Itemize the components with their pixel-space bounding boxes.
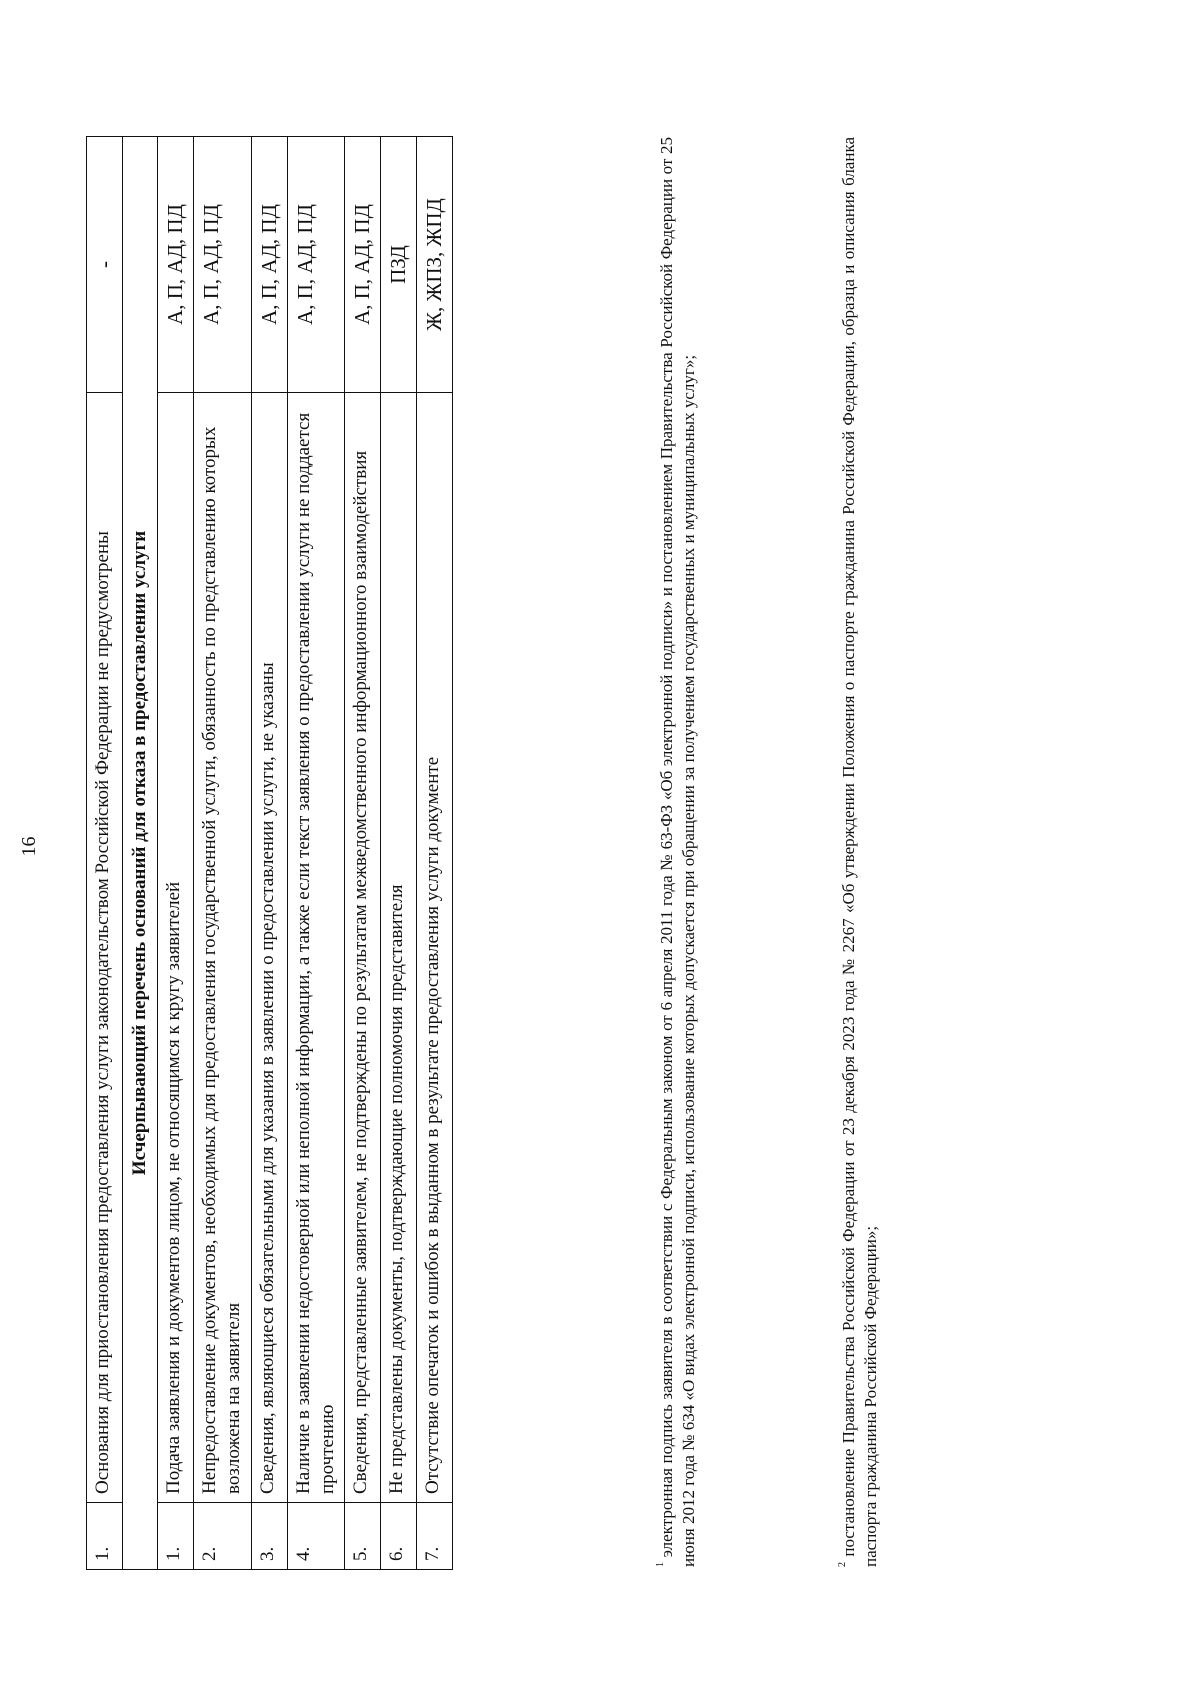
footnote-1 xyxy=(656,137,700,1567)
row-number: 4. xyxy=(287,1503,345,1570)
footnote-2 xyxy=(838,137,882,1567)
row-number: 1. xyxy=(158,1503,194,1570)
row-code: А, П, АД, ПД xyxy=(158,137,194,393)
row-text: Сведения, представленные заявителем, не подтверждены по результатам межведомственного информационного взаимодействия xyxy=(345,393,381,1503)
row-number: 7. xyxy=(416,1503,452,1570)
row-number: 5. xyxy=(345,1503,381,1570)
table-row xyxy=(158,137,194,1570)
row-text: Сведения, являющиеся обязательными для указания в заявлении о предоставлении услуги, не указаны xyxy=(251,393,287,1503)
page-number: 16 xyxy=(18,836,40,857)
row-text: Наличие в заявлении недостоверной или неполной информации, а также если текст заявления о предоставлении услуги не поддается прочтению xyxy=(287,393,345,1503)
row-code: А, П, АД, ПД xyxy=(194,137,252,393)
row-number: 1. xyxy=(87,1503,123,1570)
footnote-text: электронная подпись заявителя в соответствии с Федеральным законом от 6 апреля 2011 года № 63-ФЗ «Об электронной подписи» и постановлением Правительства Российской Федерации от 25 июня 2012 года № 634 «О видах электронной подписи, использование которых допускается при обращении за получением государственных и муниципальных услуг»; xyxy=(657,137,699,1567)
table-row xyxy=(381,137,417,1570)
row-code: А, П, АД, ПД xyxy=(251,137,287,393)
row-code: А, П, АД, ПД xyxy=(287,137,345,393)
row-code: А, П, АД, ПД xyxy=(345,137,381,393)
row-code: ПЗД xyxy=(381,137,417,393)
grounds-table xyxy=(86,136,453,1570)
row-number: 2. xyxy=(194,1503,252,1570)
row-text: Отсутствие опечаток и ошибок в выданном в результате предоставления услуги документе xyxy=(416,393,452,1503)
table-row xyxy=(345,137,381,1570)
row-text: Подача заявления и документов лицом, не относящимся к кругу заявителей xyxy=(158,393,194,1503)
row-text: Основания для приостановления предоставления услуги законодательством Российской Федерации не предусмотрены xyxy=(87,393,123,1503)
row-code: - xyxy=(87,137,123,393)
footnote-mark: 1 xyxy=(655,1562,666,1567)
row-code: Ж, ЖПЗ, ЖПД xyxy=(416,137,452,393)
row-number: 3. xyxy=(251,1503,287,1570)
footnote-mark: 2 xyxy=(837,1562,848,1567)
table-row xyxy=(416,137,452,1570)
table-row xyxy=(251,137,287,1570)
row-text: Непредоставление документов, необходимых для предоставления государственной услуги, обязанность по представлению которых возложена на заявителя xyxy=(194,393,252,1503)
table-row xyxy=(194,137,252,1570)
section-header: Исчерпывающий перечень оснований для отказа в предоставлении услуги xyxy=(122,137,157,1570)
table-row xyxy=(287,137,345,1570)
section-header-row xyxy=(122,137,157,1570)
footnote-text: постановление Правительства Российской Федерации от 23 декабря 2023 года № 2267 «Об утверждении Положения о паспорте гражданина Российской Федерации, образца и описания бланка паспорта гражданина Российской Федерации»; xyxy=(839,137,881,1567)
row-number: 6. xyxy=(381,1503,417,1570)
suspension-row xyxy=(87,137,123,1570)
row-text: Не представлены документы, подтверждающие полномочия представителя xyxy=(381,393,417,1503)
